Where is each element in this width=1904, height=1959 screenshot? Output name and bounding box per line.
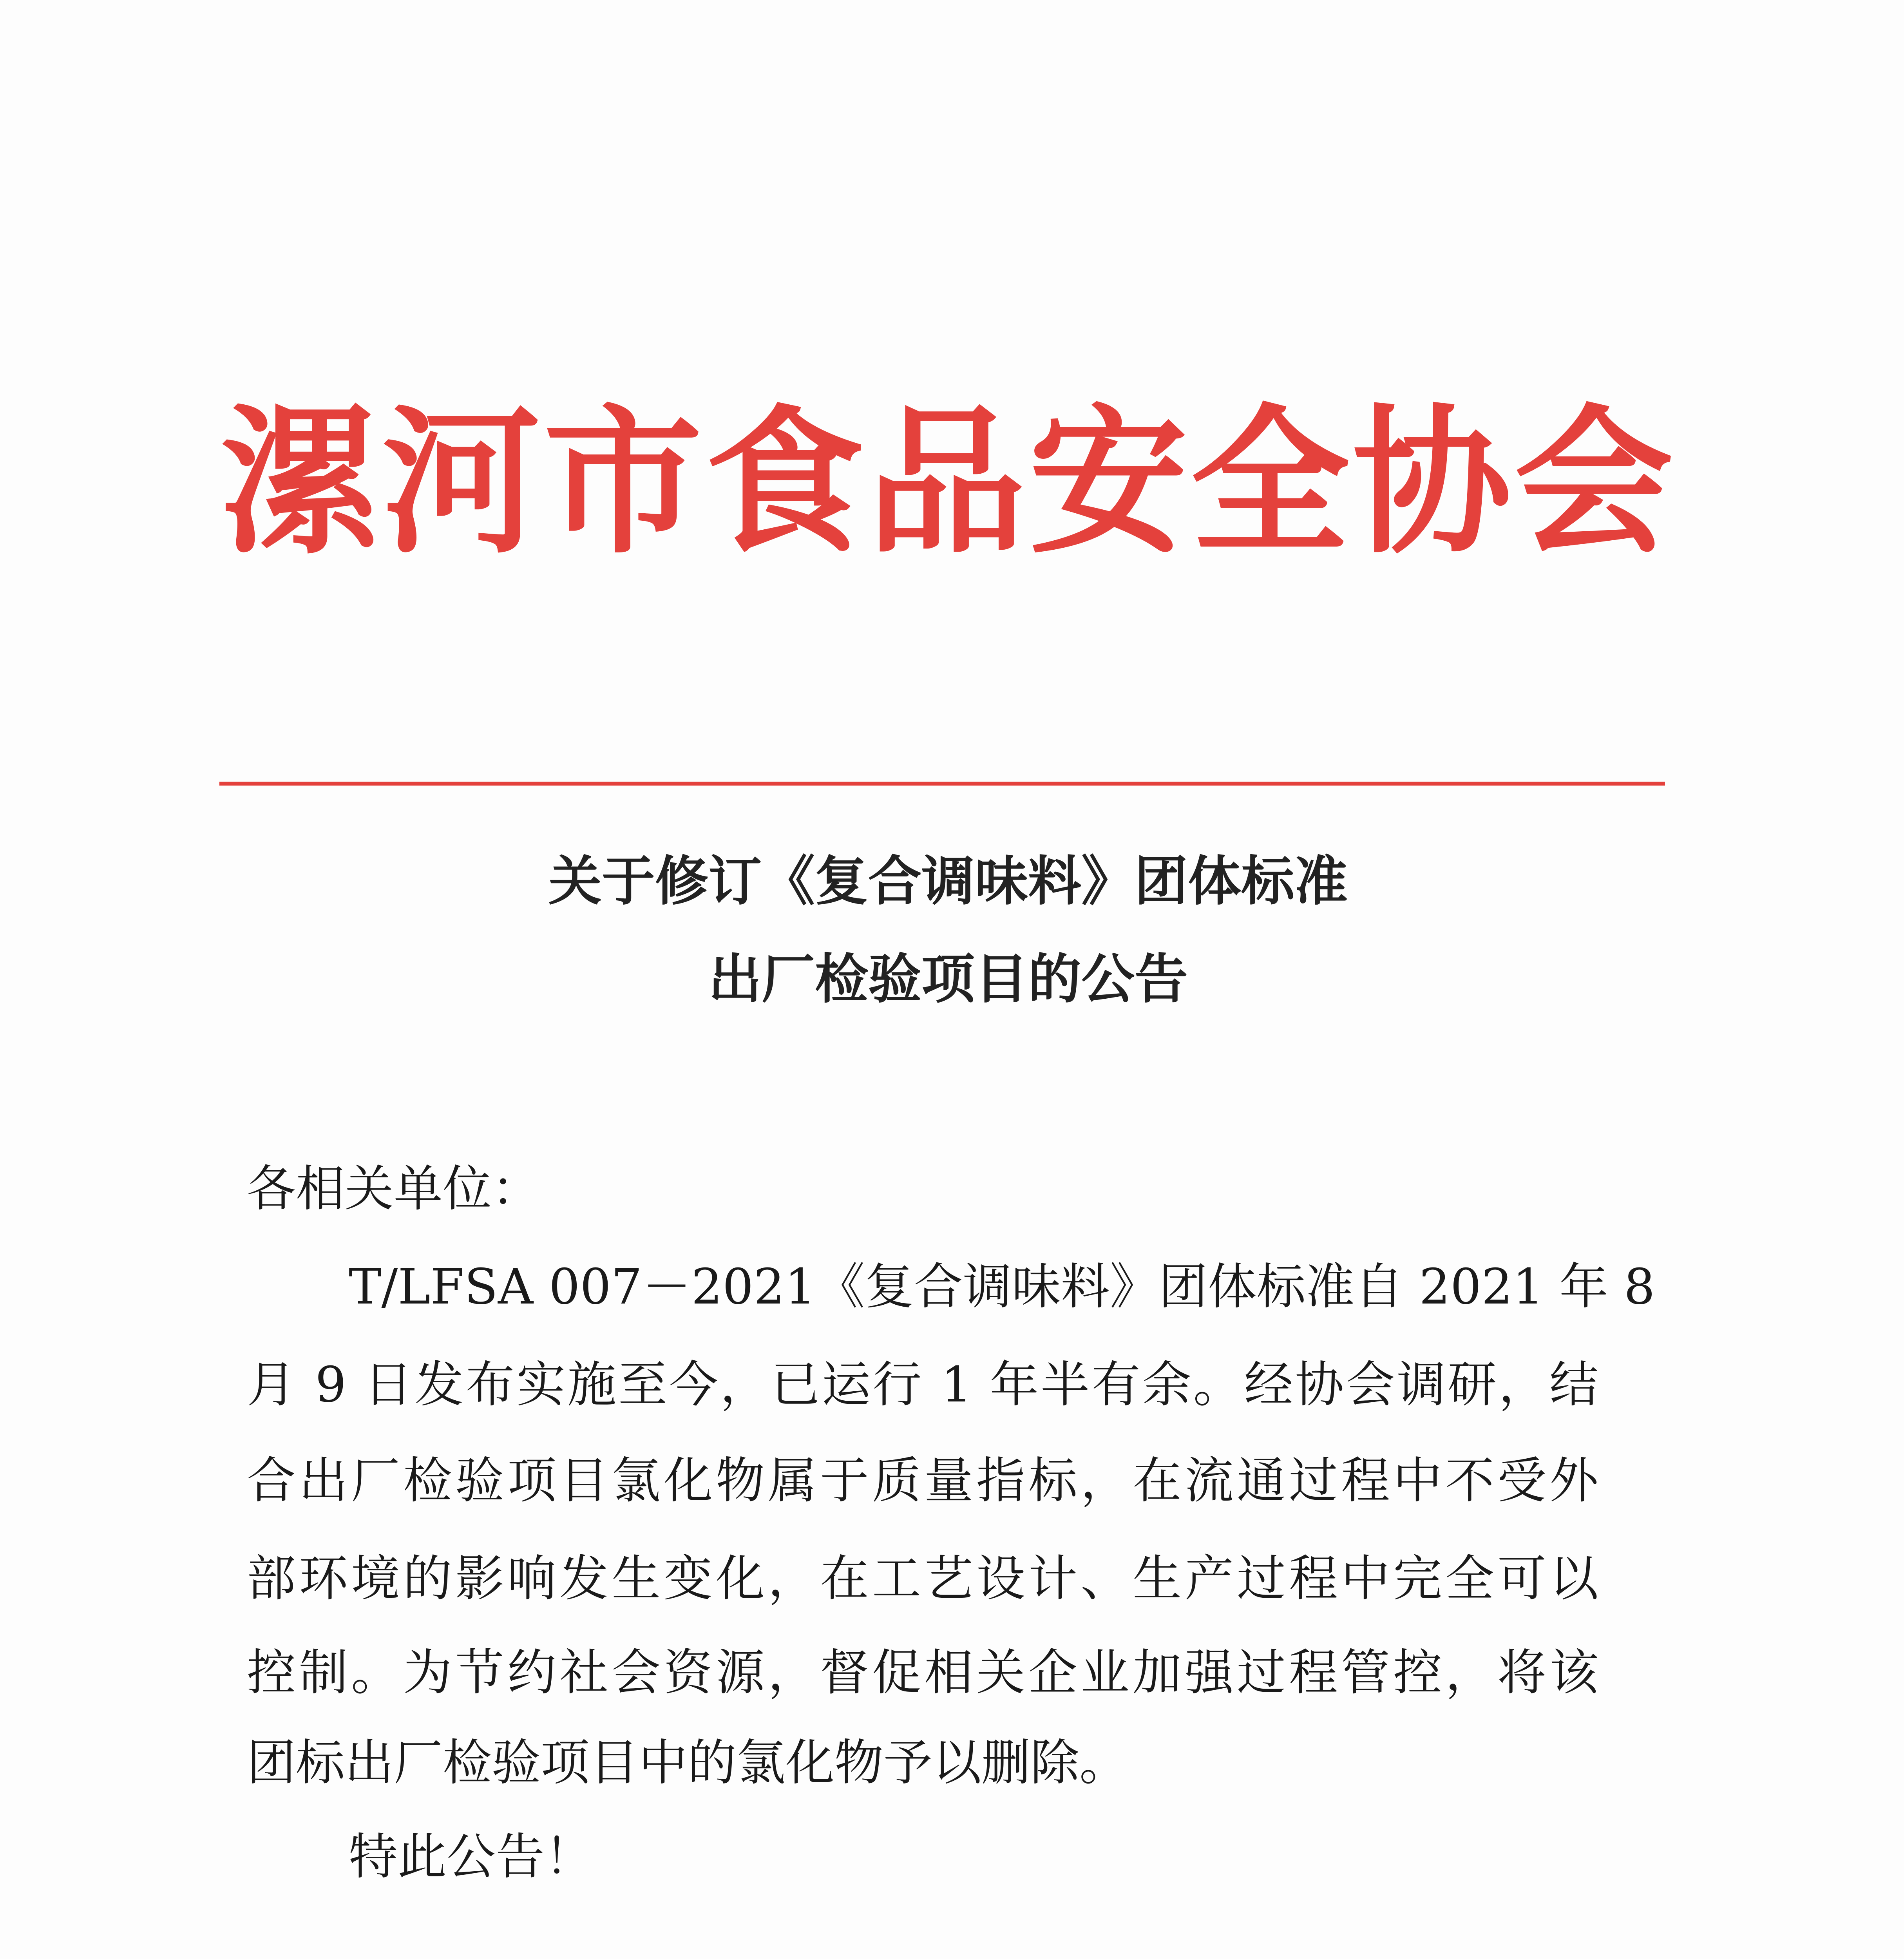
notice-title-line-2: 出厂检验项目的公告	[708, 949, 1188, 1010]
body-line: 合出厂检验项目氯化物属于质量指标，在流通过程中不受外	[247, 1452, 1598, 1509]
body-line: 控制。为节约社会资源，督促相关企业加强过程管控，将该	[247, 1644, 1598, 1701]
notice-title-line-1: 关于修订《复合调味料》团体标准	[548, 851, 1348, 913]
body-line: T/LFSA 007－2021《复合调味料》团体标准自 2021 年 8	[349, 1258, 1655, 1315]
salutation: 各相关单位：	[247, 1161, 541, 1217]
body-line: 团标出厂检验项目中的氯化物予以删除。	[247, 1734, 1128, 1791]
body-line: 月 9 日发布实施至今，已运行 1 年半有余。经协会调研，结	[247, 1356, 1598, 1413]
closing-remark: 特此公告！	[349, 1829, 594, 1885]
body-line: 部环境的影响发生变化，在工艺设计、生产过程中完全可以	[247, 1550, 1598, 1607]
letterhead-divider	[219, 782, 1665, 786]
letterhead-title: 漯河市食品安全协会	[220, 389, 1676, 575]
